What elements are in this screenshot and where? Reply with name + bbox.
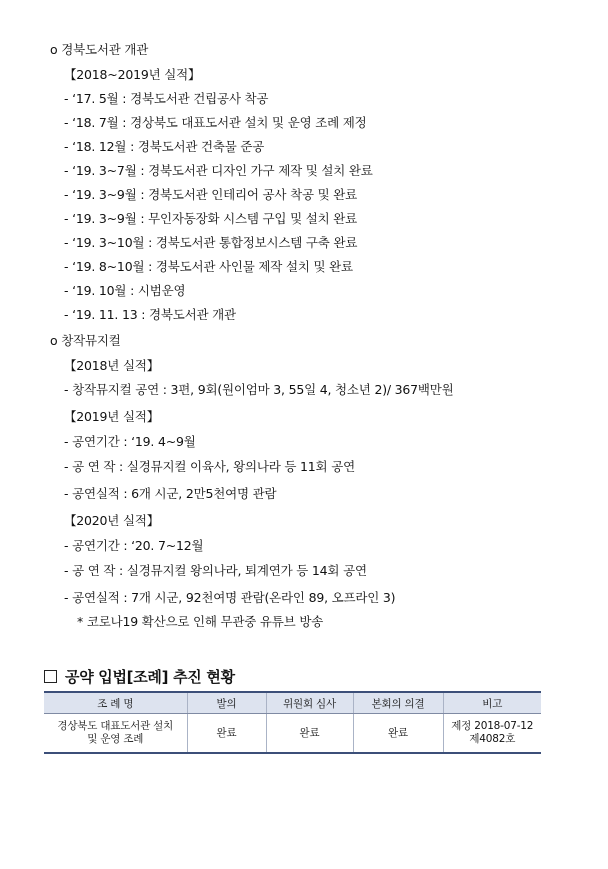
list-item: - 창작뮤지컬 공연 : 3편, 9회(원이엄마 3, 55일 4, 청소년 2)/ 367백만원: [64, 382, 454, 397]
list-item: - ‘19. 3~9월 : 무인자동장화 시스템 구입 및 설치 완료: [64, 211, 357, 226]
column-header-remark: 비고: [443, 692, 541, 714]
cell-ordinance-name: 경상북도 대표도서관 설치 및 운영 조례: [44, 714, 187, 754]
list-item: - ‘19. 3~9월 : 경북도서관 인테리어 공사 착공 및 완료: [64, 187, 357, 202]
list-item: - ‘19. 10월 : 시범운영: [64, 283, 186, 298]
list-item: - 공연기간 : ‘20. 7~12월: [64, 538, 204, 553]
column-header-ordinance: 조 례 명: [44, 692, 187, 714]
pledge-section-title: 공약 입법[조례] 추진 현황: [44, 666, 235, 687]
section-title: o 경북도서관 개관: [50, 42, 149, 57]
column-header-proposal: 발의: [187, 692, 266, 714]
list-item: - ‘18. 7월 : 경상북도 대표도서관 설치 및 운영 조례 제정: [64, 115, 367, 130]
ordinance-status-table: [44, 691, 541, 754]
list-item: - ‘19. 3~10월 : 경북도서관 통합정보시스템 구축 완료: [64, 235, 358, 250]
cell-remark: 제정 2018-07-12 제4082호: [443, 714, 541, 754]
column-header-plenary: 본회의 의결: [353, 692, 443, 714]
group-heading: 【2020년 실적】: [64, 513, 160, 528]
list-item: - ‘19. 8~10월 : 경북도서관 사인물 제작 설치 및 완료: [64, 259, 353, 274]
list-item: - ‘18. 12월 : 경북도서관 건축물 준공: [64, 139, 265, 154]
list-item: - 공연실적 : 7개 시군, 92천여명 관람(온라인 89, 오프라인 3): [64, 590, 396, 605]
footnote: * 코로나19 확산으로 인해 무관중 유튜브 방송: [77, 614, 324, 629]
group-heading: 【2018년 실적】: [64, 358, 160, 373]
cell-proposal: 완료: [187, 714, 266, 754]
list-item: - 공연실적 : 6개 시군, 2만5천여명 관람: [64, 486, 277, 501]
list-item: - ‘17. 5월 : 경북도서관 건립공사 착공: [64, 91, 269, 106]
list-item: - ‘19. 11. 13 : 경북도서관 개관: [64, 307, 236, 322]
cell-committee: 완료: [266, 714, 353, 754]
square-bullet-icon: [44, 670, 57, 683]
list-item: - 공 연 작 : 실경뮤지컬 왕의나라, 퇴계연가 등 14회 공연: [64, 563, 367, 578]
column-header-committee: 위원회 심사: [266, 692, 353, 714]
group-heading: 【2018~2019년 실적】: [64, 67, 201, 82]
group-heading: 【2019년 실적】: [64, 409, 160, 424]
list-item: - 공연기간 : ‘19. 4~9월: [64, 434, 196, 449]
list-item: - ‘19. 3~7월 : 경북도서관 디자인 가구 제작 및 설치 완료: [64, 163, 373, 178]
table-row: [44, 714, 541, 754]
table-header-row: [44, 692, 541, 714]
list-item: - 공 연 작 : 실경뮤지컬 이육사, 왕의나라 등 11회 공연: [64, 459, 355, 474]
cell-plenary: 완료: [353, 714, 443, 754]
section-title: o 창작뮤지컬: [50, 333, 121, 348]
